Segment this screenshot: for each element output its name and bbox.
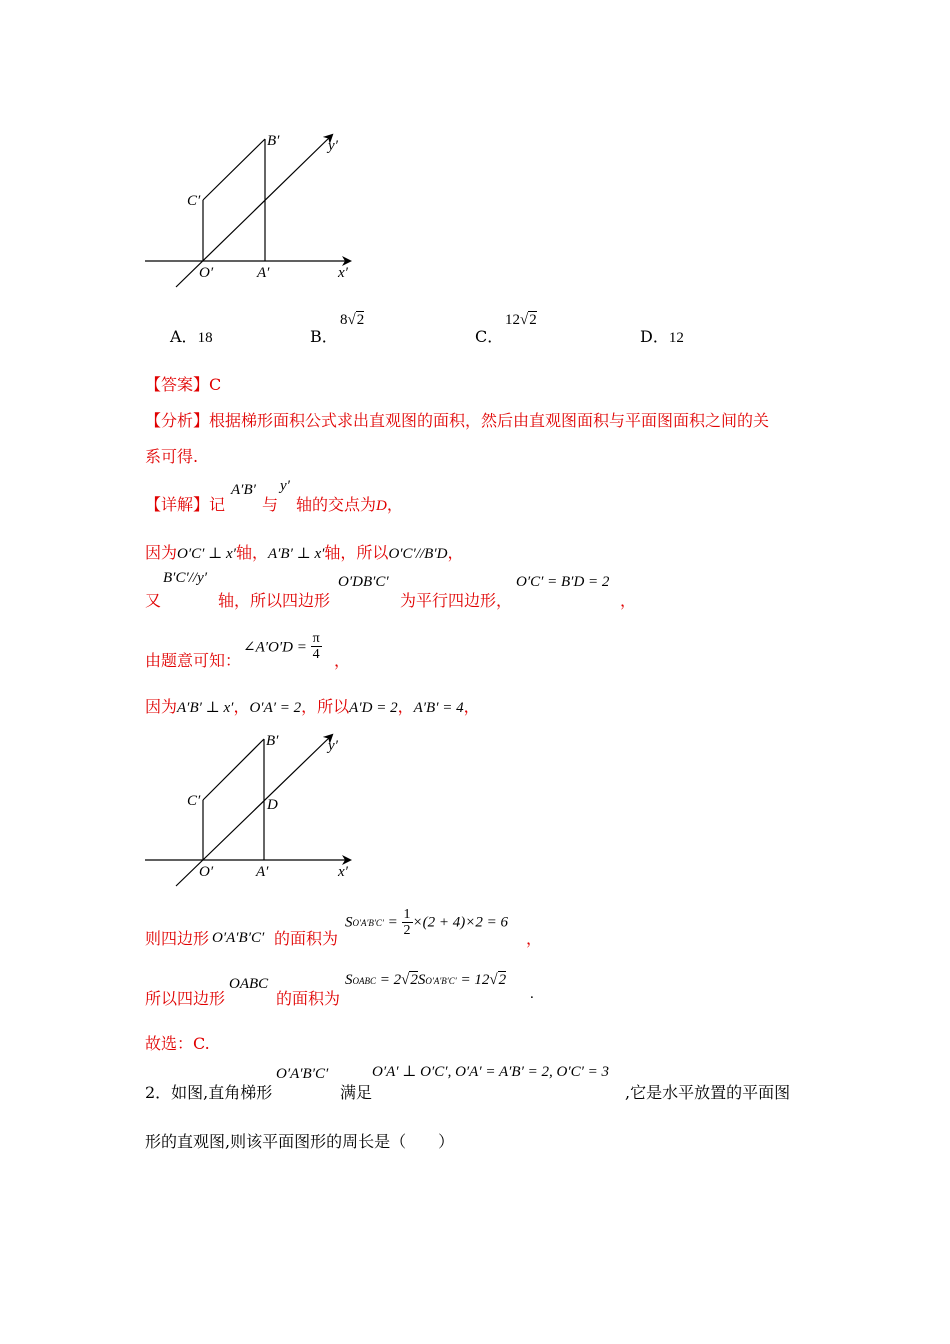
q2-number: 2．如图,直角梯形 [145,1083,273,1102]
detail-line-2 [145,540,463,563]
detail-l4-num: π [312,631,320,646]
detail-l5-m3: A′D = 2 [349,700,398,716]
detail-l4-pre: 由题意可知： [145,651,242,670]
label-x: x′ [338,265,348,281]
area1-s: S [345,914,353,931]
detail-l5-m4: A′B′ = 4 [413,700,464,716]
answer-tag: 【答案】 [145,375,210,394]
detail-l4-end: ， [334,651,351,670]
area2-sub2: O′A′B′C′ [425,976,457,986]
detail-l1-post-text: 轴的交点为 [296,495,377,514]
detail-l2-m2: A′B′ ⊥ x′ [267,546,325,562]
answer-value: C [209,375,222,394]
area1-eq: = [387,914,398,931]
detail-l3-m2: O′DB′C′ [338,574,389,590]
detail-l4-frac [311,632,322,662]
detail-l3-pre: 又 [145,591,162,610]
area2-rad: 2 [410,972,418,988]
detail-l4-math [243,632,322,662]
option-a-letter: A． [170,327,198,346]
detail-l3-t2: 为平行四边形， [400,591,513,610]
detail-l3-t1: 轴，所以四边形 [218,591,331,610]
option-a-value: 18 [197,330,213,346]
analysis-tag: 【分析】 [145,411,210,430]
option-c-value: 12√2 [505,312,537,328]
option-c-letter: C． [475,327,504,346]
detail-l2-pre: 因为 [145,543,178,562]
segment-cb [203,739,264,800]
analysis-line-1 [145,408,769,431]
q2-quad: O′A′B′C′ [276,1066,329,1082]
area1-end: ， [526,929,543,948]
detail-l5-end: ， [463,697,480,716]
area2-s: S [345,972,353,988]
area1-pre: 则四边形 [145,929,210,948]
detail-l2-t2: 轴，所以 [324,543,389,562]
label-y: y′ [328,138,338,154]
area1-den: 2 [403,923,411,938]
option-c-coef: 12 [505,312,520,328]
label-b: B′ [267,133,280,149]
detail-l1-math-ab: A′B′ [231,482,256,498]
area1-rest: ×(2 + 4)×2 = 6 [412,914,508,931]
area2-formula [345,972,506,989]
area2-mid: 的面积为 [276,989,341,1008]
detail-l5-pre: 因为 [145,697,178,716]
segment-cb [203,139,265,200]
answer-line [145,372,221,395]
area1-mid: 的面积为 [274,929,339,948]
option-d [640,324,684,347]
area2-eq: = 2 [379,972,402,988]
option-b-letter: B． [310,327,338,346]
detail-line-1 [145,492,225,515]
area2-sub: OABC [352,976,376,986]
detail-l5-t1: ，所以 [301,697,350,716]
area2-root-sign: √ [401,972,410,988]
figure-1-oblique-trapezoid [140,125,370,295]
option-d-letter: D． [640,327,669,346]
detail-line-4 [145,648,241,671]
label-o: O′ [199,265,214,281]
detail-l1-mid: 与 [262,495,279,514]
conclusion: 故选：C. [145,1034,210,1053]
label-b: B′ [266,733,279,749]
detail-l2-t1: 轴， [235,543,268,562]
area1-num: 1 [403,907,411,922]
option-c-rad: 2 [529,312,537,328]
area2-quad: OABC [229,976,269,992]
area2-end: . [530,986,534,1002]
area1-quad: O′A′B′C′ [212,930,265,946]
detail-l1-post [296,492,403,515]
area2-eq2: = 12 [460,972,490,988]
detail-l3-end: ， [620,591,637,610]
option-b-value: 8√2 [340,312,365,328]
area1-sub: O′A′B′C′ [352,918,384,928]
area2-pre: 所以四边形 [145,989,226,1008]
q2-condition: O′A′ ⊥ O′C′, O′A′ = A′B′ = 2, O′C′ = 3 [372,1064,610,1080]
detail-line-5 [145,694,480,717]
area1-frac [402,908,413,938]
detail-l3-m1: B′C′//y′ [163,570,208,586]
detail-l1-math-y: y′ [280,478,290,494]
label-c: C′ [187,193,201,209]
detail-l5-sep1: ， [233,697,250,716]
detail-l2-m3: O′C′//B′D [388,546,448,562]
option-a [170,324,213,347]
detail-l5-m1: A′B′ ⊥ x′ [177,700,234,716]
label-x: x′ [338,864,348,880]
analysis-line-2: 系可得. [145,447,199,466]
detail-tag: 【详解】 [145,495,210,514]
area2-root-sign-2: √ [489,972,498,988]
label-a: A′ [256,864,269,880]
detail-l4-angle: ∠A′O′D = [243,639,307,656]
detail-l5-sep2: ， [397,697,414,716]
detail-l1-end: ， [386,495,403,514]
label-o: O′ [199,864,214,880]
area1-formula [345,908,508,938]
label-d: D [267,797,278,813]
detail-l2-m1: O′C′ ⊥ x′ [177,546,236,562]
option-b-coef: 8 [340,312,348,328]
area2-s2: S [417,972,426,988]
option-b [310,324,338,347]
option-c [475,324,503,347]
figure-2-oblique-trapezoid-with-d [140,725,370,895]
q2-line-2: 形的直观图,则该平面图形的周长是（ ） [145,1132,455,1151]
detail-l2-end: ， [447,543,464,562]
area2-rad2: 2 [498,972,507,988]
label-y: y′ [328,738,338,754]
analysis-text-1: 根据梯形面积公式求出直观图的面积，然后由直观图面积与平面图面积之间的关 [209,411,770,430]
detail-l4-den: 4 [312,647,320,662]
detail-l5-m2: O′A′ = 2 [249,700,302,716]
option-b-rad: 2 [356,312,365,328]
q2-tail: ,它是水平放置的平面图 [625,1083,791,1102]
q2-cond-pre: 满足 [340,1083,373,1102]
option-d-value: 12 [668,330,684,346]
detail-l3-m3: O′C′ = B′D = 2 [516,574,610,590]
label-c: C′ [187,793,201,809]
detail-l1-pre: 记 [209,495,226,514]
label-a: A′ [257,265,270,281]
detail-l1-d: D [376,498,387,514]
